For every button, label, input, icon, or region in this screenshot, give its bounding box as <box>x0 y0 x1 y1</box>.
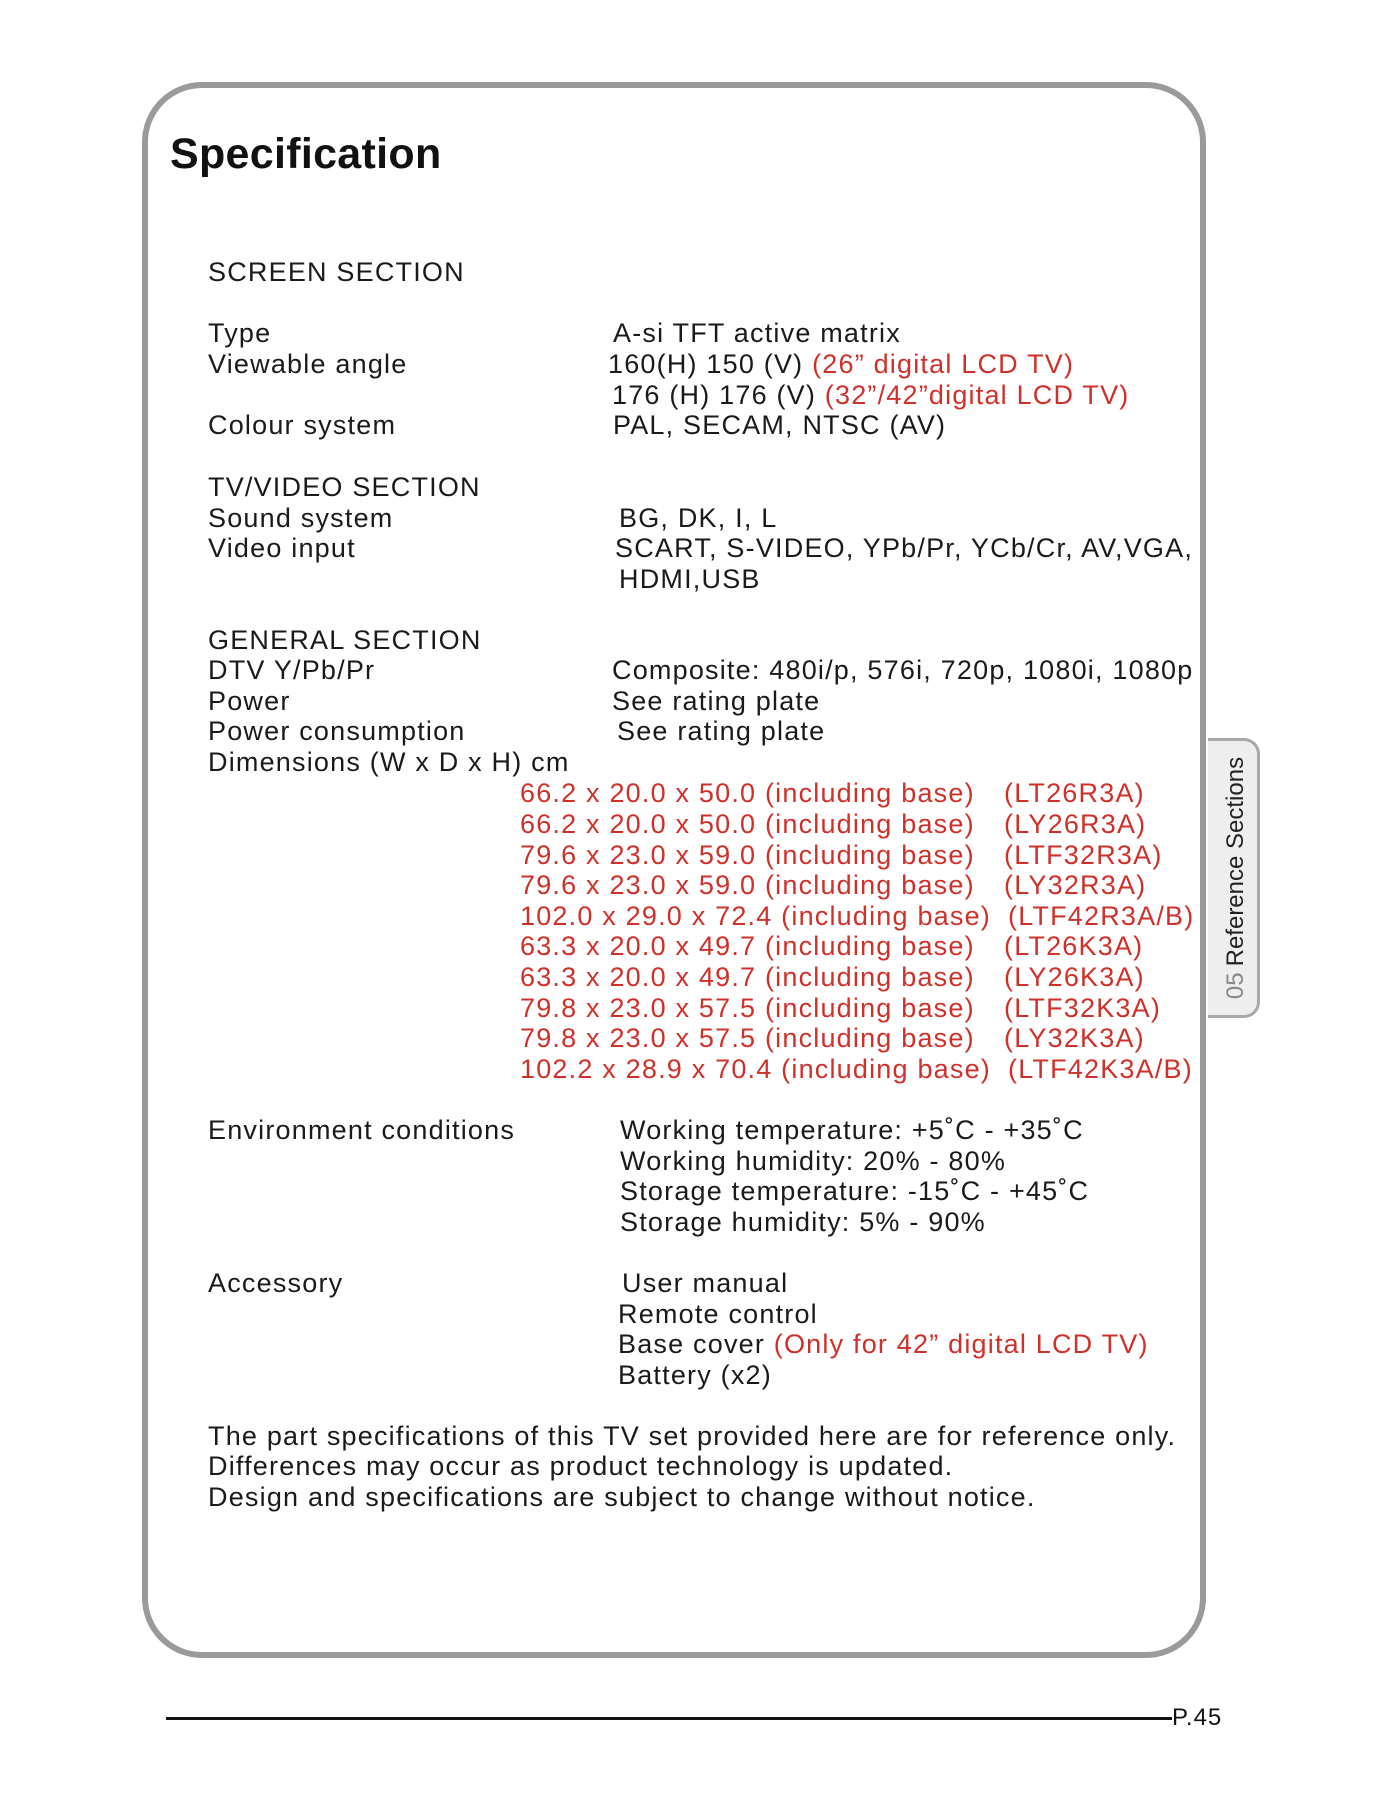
sound-system-label: Sound system <box>208 503 394 533</box>
dimension-size: 63.3 x 20.0 x 49.7 (including base) <box>520 931 975 961</box>
dimension-model: (LTF32K3A) <box>1004 993 1162 1023</box>
accessory-base-cover <box>618 1329 1149 1359</box>
dimensions-label: Dimensions (W x D x H) cm <box>208 747 570 777</box>
accessory-base-cover-text: Base cover <box>618 1329 766 1359</box>
dimension-model: (LTF42K3A/B) <box>1008 1054 1193 1084</box>
viewable-angle-h-v-26: 160(H) 150 (V) <box>608 349 804 379</box>
power-consumption-label: Power consumption <box>208 716 466 746</box>
dimension-size: 79.8 x 23.0 x 57.5 (including base) <box>520 1023 975 1053</box>
video-input-value-2: HDMI,USB <box>619 564 761 594</box>
viewable-angle-h-v-32-42: 176 (H) 176 (V) <box>612 380 817 410</box>
footer-rule <box>166 1717 1172 1720</box>
environment-storage-humidity: Storage humidity: 5% - 90% <box>620 1207 986 1237</box>
dimension-model: (LY32R3A) <box>1004 870 1147 900</box>
page-title: Specification <box>170 130 442 178</box>
dimension-size: 66.2 x 20.0 x 50.0 (including base) <box>520 809 975 839</box>
disclaimer-line: Differences may occur as product technology is updated. <box>208 1451 954 1481</box>
dimension-size: 79.8 x 23.0 x 57.5 (including base) <box>520 993 975 1023</box>
environment-label: Environment conditions <box>208 1115 516 1145</box>
page-number: P.45 <box>1172 1704 1223 1731</box>
type-label: Type <box>208 318 272 348</box>
colour-system-label: Colour system <box>208 410 397 440</box>
dimension-size: 79.6 x 23.0 x 59.0 (including base) <box>520 870 975 900</box>
dimension-size: 66.2 x 20.0 x 50.0 (including base) <box>520 778 975 808</box>
section-tab-title: Reference Sections <box>1222 756 1249 967</box>
dimension-model: (LT26R3A) <box>1004 778 1145 808</box>
dimension-model: (LY32K3A) <box>1004 1023 1145 1053</box>
general-section-heading: GENERAL SECTION <box>208 625 482 655</box>
viewable-angle-note-32-42: (32”/42”digital LCD TV) <box>824 380 1130 410</box>
environment-working-temperature: Working temperature: +5˚C - +35˚C <box>620 1115 1084 1145</box>
power-consumption-value: See rating plate <box>617 716 826 746</box>
dimension-model: (LTF42R3A/B) <box>1008 901 1195 931</box>
accessory-user-manual: User manual <box>622 1268 789 1298</box>
dtv-label: DTV Y/Pb/Pr <box>208 655 376 685</box>
power-label: Power <box>208 686 291 716</box>
accessory-base-cover-note: (Only for 42” digital LCD TV) <box>773 1329 1149 1359</box>
power-value: See rating plate <box>612 686 821 716</box>
dimension-model: (LY26R3A) <box>1004 809 1147 839</box>
section-tab-label <box>1222 757 1250 999</box>
video-input-label: Video input <box>208 533 356 563</box>
type-value: A-si TFT active matrix <box>613 318 901 348</box>
tv-video-section-heading: TV/VIDEO SECTION <box>208 472 481 502</box>
video-input-value-1: SCART, S-VIDEO, YPb/Pr, YCb/Cr, AV,VGA, <box>615 533 1194 563</box>
environment-working-humidity: Working humidity: 20% - 80% <box>620 1146 1007 1176</box>
dimension-model: (LT26K3A) <box>1004 931 1144 961</box>
accessory-label: Accessory <box>208 1268 344 1298</box>
dimension-size: 102.0 x 29.0 x 72.4 (including base) <box>520 901 991 931</box>
viewable-angle-value-2 <box>612 380 1130 410</box>
environment-storage-temperature: Storage temperature: -15˚C - +45˚C <box>620 1176 1090 1206</box>
dimension-model: (LY26K3A) <box>1004 962 1145 992</box>
disclaimer-line: Design and specifications are subject to change without notice. <box>208 1482 1036 1512</box>
dtv-value: Composite: 480i/p, 576i, 720p, 1080i, 1080p <box>612 655 1194 685</box>
accessory-remote-control: Remote control <box>618 1299 818 1329</box>
sound-system-value: BG, DK, I, L <box>619 503 778 533</box>
dimension-size: 63.3 x 20.0 x 49.7 (including base) <box>520 962 975 992</box>
disclaimer-line: The part specifications of this TV set provided here are for reference only. <box>208 1421 1177 1451</box>
dimension-size: 79.6 x 23.0 x 59.0 (including base) <box>520 840 975 870</box>
screen-section-heading: SCREEN SECTION <box>208 257 465 287</box>
viewable-angle-label: Viewable angle <box>208 349 408 379</box>
accessory-battery: Battery (x2) <box>618 1360 772 1390</box>
viewable-angle-note-26: (26” digital LCD TV) <box>812 349 1075 379</box>
viewable-angle-value-1 <box>608 349 1074 379</box>
dimension-model: (LTF32R3A) <box>1004 840 1163 870</box>
colour-system-value: PAL, SECAM, NTSC (AV) <box>613 410 947 440</box>
section-tab-number: 05 <box>1222 972 1249 1000</box>
dimension-size: 102.2 x 28.9 x 70.4 (including base) <box>520 1054 991 1084</box>
